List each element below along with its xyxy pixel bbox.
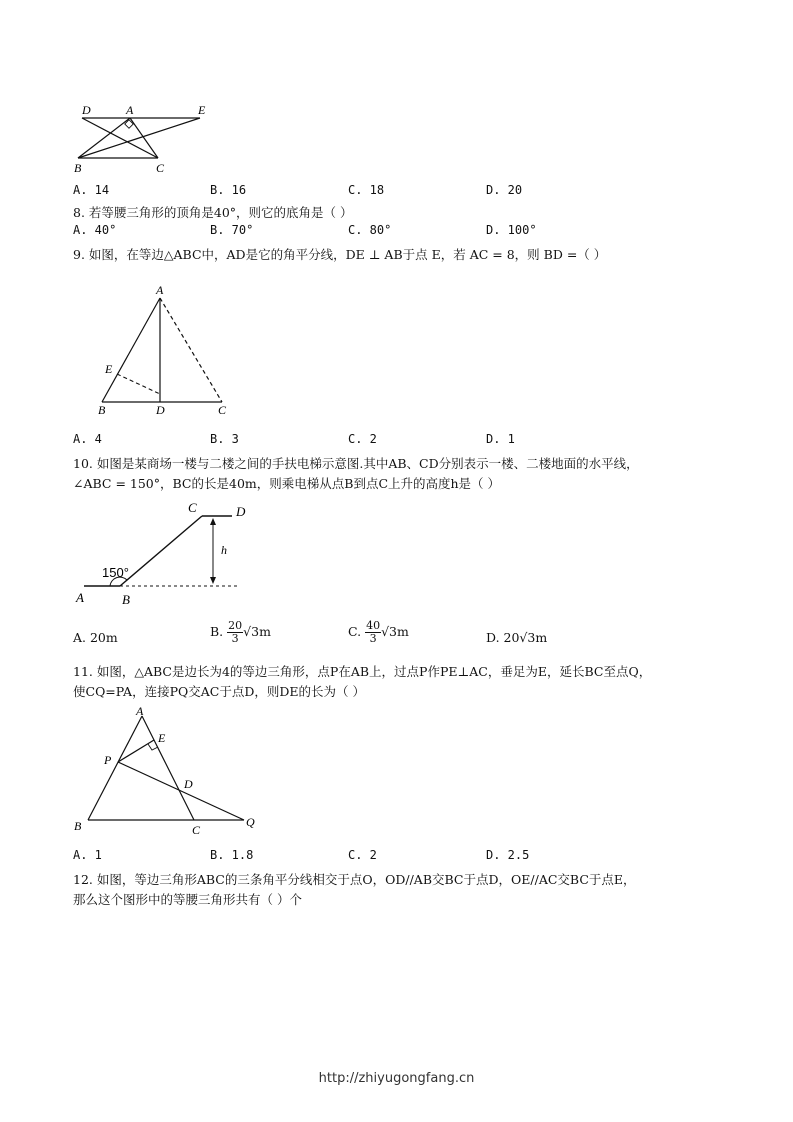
q11-label-a: A	[136, 704, 144, 718]
q11-stem-line1: 11. 如图，△ABC是边长为4的等边三角形，点P在AB上，过点P作PE⊥AC，垂足为E，延长BC至点Q，	[73, 664, 652, 679]
q10-option-d: D. 20√3m	[486, 630, 548, 645]
q8-option-d: D. 100°	[486, 223, 537, 237]
q10-figure	[70, 498, 260, 608]
q7-label-d: D	[82, 103, 91, 117]
q9-figure	[90, 282, 240, 417]
q10-option-b-prefix: B.	[210, 624, 224, 639]
q10-stem-line1: 10. 如图是某商场一楼与二楼之间的手扶电梯示意图.其中AB、CD分别表示一楼、二楼地面的水平线，	[73, 456, 639, 471]
q10-option-b-denominator: 3	[231, 632, 239, 645]
q7-option-d: D. 20	[486, 183, 523, 197]
q8-option-c: C. 80°	[348, 223, 392, 237]
q11-option-b: B. 1.8	[210, 848, 254, 862]
q9-option-a: A. 4	[73, 432, 102, 446]
q8-stem: 8. 若等腰三角形的顶角是40°，则它的底角是（ ）	[73, 205, 353, 220]
q11-label-b: B	[74, 819, 82, 833]
q11-label-d: D	[184, 777, 193, 791]
q11-option-c: C. 2	[348, 848, 377, 862]
q10-option-c-numerator: 40	[366, 619, 381, 632]
q11-label-c: C	[192, 823, 201, 837]
q11-option-a: A. 1	[73, 848, 102, 862]
q9-label-a: A	[156, 283, 164, 297]
q10-option-a: A. 20m	[73, 630, 118, 645]
q11-label-p: P	[104, 753, 112, 767]
q10-option-c-suffix: √3m	[381, 624, 409, 639]
q10-option-c	[348, 620, 409, 645]
q8-option-a: A. 40°	[73, 223, 117, 237]
q7-label-b: B	[74, 161, 82, 175]
q9-label-d: D	[156, 403, 165, 417]
q10-option-c-fraction	[365, 620, 381, 645]
q9-label-b: B	[98, 403, 106, 417]
q7-label-a: A	[126, 103, 134, 117]
q7-option-c: C. 18	[348, 183, 385, 197]
q9-option-b: B. 3	[210, 432, 239, 446]
q10-option-b-fraction	[227, 620, 243, 645]
q9-label-e: E	[105, 362, 113, 376]
q10-label-c: C	[188, 500, 197, 515]
q10-label-b: B	[122, 592, 130, 607]
q7-label-c: C	[156, 161, 165, 175]
q10-option-b	[210, 620, 271, 645]
q11-label-q: Q	[246, 815, 255, 829]
q11-option-d: D. 2.5	[486, 848, 530, 862]
q12-stem-line2: 那么这个图形中的等腰三角形共有（ ）个	[73, 892, 302, 907]
q11-label-e: E	[158, 731, 166, 745]
q11-stem-line2: 使CQ=PA，连接PQ交AC于点D，则DE的长为（ ）	[73, 684, 365, 699]
q9-label-c: C	[218, 403, 227, 417]
q10-option-b-numerator: 20	[228, 619, 243, 632]
q10-stem-line2: ∠ABC = 150°，BC的长是40m，则乘电梯从点B到点C上升的高度h是（ ）	[73, 476, 501, 491]
footer-url[interactable]: http://zhiyugongfang.cn	[318, 1071, 475, 1086]
q7-option-a: A. 14	[73, 183, 110, 197]
q7-option-b: B. 16	[210, 183, 247, 197]
q10-option-c-denominator: 3	[369, 632, 377, 645]
q10-angle-label: 150°	[102, 565, 129, 580]
q10-option-b-suffix: √3m	[243, 624, 271, 639]
q9-option-c: C. 2	[348, 432, 377, 446]
q7-label-e: E	[198, 103, 206, 117]
q12-stem-line1: 12. 如图，等边三角形ABC的三条角平分线相交于点O，OD//AB交BC于点D，OE//AC交BC于点E，	[73, 872, 636, 887]
q10-option-c-prefix: C.	[348, 624, 362, 639]
q9-option-d: D. 1	[486, 432, 515, 446]
q9-stem: 9. 如图，在等边△ABC中，AD是它的角平分线，DE ⊥ AB于点 E，若 AC = 8，则 BD =（ ）	[73, 247, 607, 262]
q10-label-h: h	[221, 543, 227, 557]
q11-figure	[68, 702, 268, 840]
q7-figure	[70, 100, 220, 176]
q10-label-d: D	[236, 504, 246, 519]
q8-option-b: B. 70°	[210, 223, 254, 237]
q10-label-a: A	[76, 590, 84, 605]
